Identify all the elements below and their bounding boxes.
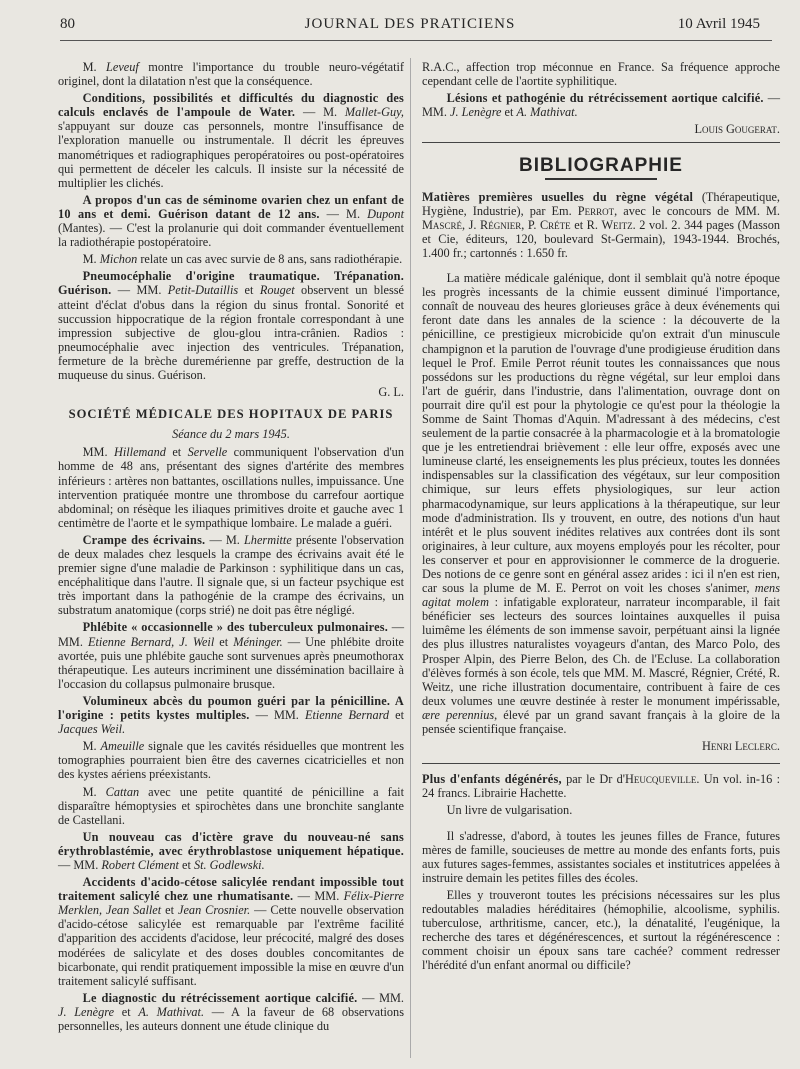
signature: G. L. [378, 385, 404, 400]
paragraph: M. Leveuf montre l'importance du trouble neuro-végétatif originel, dont la dilatation n'est que la conséquence. [58, 60, 404, 89]
paragraph: A propos d'un cas de séminome ovarien chez un enfant de 10 ans et demi. Guérison datant de 12 ans. — M. Dupont (Mantes). — C'est la prolanurie qui doit commander éventuellement la radiothérapie postopératoire. [58, 192, 405, 250]
bibliography-heading: BIBLIOGRAPHIE [519, 155, 683, 177]
paragraph: Le diagnostic du rétrécissement aortique calcifié. — MM. J. Lenègre et A. Mathivat. — A la faveur de 68 observations personnelles, les auteurs donnent une étude clinique du [58, 990, 405, 1033]
session-date: Séance du 2 mars 1945. [172, 427, 290, 442]
paragraph: Volumineux abcès du poumon guéri par la pénicilline. A l'origine : petits kystes multiples. — MM. Etienne Bernard et Jacques Weil. [58, 693, 404, 737]
header-rule [60, 40, 772, 41]
review-text: Elles y trouveront toutes les précisions nécessaires sur les plus redoutables maladies héréditaires (hémophilie, alcoolisme, syphilis. tuberculose, arthritisme, cancer, etc.), la dénatalité, l'eugénique, la recherche des tares et dégénérescences, et surtout la régénérescence : comment choisir un époux sans tare cachée? comment redresser l'hérédité d'un enfant anormal ou difficile? [422, 887, 780, 973]
paragraph: Accidents d'acido-cétose salicylée rendant impossible tout traitement salicylé chez une rhumatisante. — MM. Félix-Pierre Merklen, Jean Sallet et Jean Crosnier. — Cette nouvelle observation d'acido-cétose salicylée est remarquable par l'extrême facilité d'apparition des accidents d'acidose, leur précocité, malgré des doses modérées de salicylate et des doses doubles concomitantes de bicarbonate, qui rendit pratiquement impossible la mise en œuvre d'un traitement salicylé suffisant. [58, 875, 404, 988]
article-title: Accidents d'acido-cétose salicylée rendant impossible tout traitement salicylé chez une rhumatisante. [58, 875, 404, 904]
paragraph: Un livre de vulgarisation. [446, 803, 573, 818]
review-text: Il s'adresse, d'abord, à toutes les jeunes filles de France, futures mères de famille, soucieuses de mettre au monde des enfants forts, puis aux futures sages-femmes, assistantes sociales et institutrices appelées à instruire demain les petites filles des écoles. [422, 828, 780, 885]
page-number: 80 [60, 16, 75, 32]
review-text: La matière médicale galénique, dont il semblait qu'à notre époque les progrès incessants de la chimie eussent diminué l'importance, connaît de nouveau des heures glorieuses grâce à deux événements qui feront date dans les annales de la science : la découverte de la pénicilline, ce prestigieux microbicide qu'on extrait d'un minuscule champignon et la parution de l'ouvrage d'une prodigieuse érudition dans lequel le Prof. Emile Perrot réunit toutes les connaissances que nous possédons sur les productions du règne végétal, sur leur emploi dans l'art de guérir, dans l'industrie, dans l'alimentation, ouvrage dont on pourrait dire qu'il est pour la phytologie ce qu'est pour la théologie la Somme de Saint Thomas d'Aquin. M'adressant à des médecins, c'est seulement de la partie consacrée à la pharmacologie et à la bromatologie que je les entretiendrai brièvement : elle leur offre, exposés avec une lumineuse clarté, les enseignements les plus précieux, toutes les données indispensables sur la classification des végétaux, sur leur composition chimique, sur leurs effets physiologiques, sur leur action pharmacodynamique, sur leurs applications à la thérapeutique, sur leur mode d'administration. Ils y trouvent, en outre, des notions d'un haut intérêt et le plus souvent inédites relatives aux contrées dont ils sont originaires, à leur culture, aux moyens employés pour les récolter, pour les conserver et pour en approvisionner le commerce de la droguerie. Des notions de ce genre sont en général assez arides : ici il n'en est rien, car sous la plume de M. E. Perrot on voit les choses s'animer, mens agitat molem : infatigable explorateur, narrateur incomparable, il fait bénéficier ses lecteurs des sources lointaines auxquelles il puisa luimême les éléments de son immense savoir, perpétuant ainsi la lignée des plus illustres naturalistes voyageurs d'antan, des Marco Polo, des Prosper Alpin, des Pierre Belon, des Ch. de l'Ecluse. La collaboration d'élèves formés à son école, tels que MM. M. Mascré, Régnier, Crété, R. Weitz, une riche illustration documentaire, contribuent à faire de ces deux volumes une œuvre destinée à rester le monument impérissable, ære perennius, élevé par un grand savant français à la gloire de la pensée scientifique française. [422, 271, 780, 737]
paragraph: Crampe des écrivains. — M. Lhermitte présente l'observation de deux malades chez lesquels la crampe des écrivains avait été le premier signe d'une maladie de Parkinson : syphilitique dans un cas, encéphalitique dans l'autre. Il signale que, si un facteur psychique est très important dans la pathogénie de la crampe des écrivains, un substratum anatomique (corps strié) ne doit pas être négligé. [58, 532, 404, 618]
paragraph: Pneumocéphalie d'origine traumatique. Trépanation. Guérison. — MM. Petit-Dutaillis et Rouget observent un blessé atteint d'éclat d'obus dans la région du sinus frontal. Sonorité et succussion hippocratique de la région frontale correspondant à une impression subjective de glou-glou intra-crânien. Radios : pneumocéphalie avec injection des ventricules. Trépanation, fermeture de la brèche duremérienne par greffe, destruction de la muqueuse du sinus. Guérison. [58, 269, 404, 382]
article-title: Volumineux abcès du poumon guéri par la pénicilline. A l'origine : petits kystes multiples. [58, 693, 404, 723]
paragraph: Lésions et pathogénie du rétrécissement aortique calcifié. — MM. J. Lenègre et A. Mathivat. [422, 91, 781, 120]
issue-date: 10 Avril 1945 [677, 16, 760, 32]
paragraph: Conditions, possibilités et difficultés du diagnostic des calculs enclavés de l'ampoule de Water. — M. Mallet-Guy, s'appuyant sur douze cas personnels, montre l'insuffisance de l'exploration manuelle ou instrumentale. Il décrit les épreuves manométriques et radiographiques peropératoires ou post-opératoires qui permettent de déceler les calculs. Il insiste sur la nécessité de multiplier les clichés. [58, 91, 404, 190]
article-title: A propos d'un cas de séminome ovarien chez un enfant de 10 ans et demi. Guérison datant de 12 ans. [58, 192, 404, 221]
book-title: Plus d'enfants dégénérés, [422, 772, 562, 787]
right-column [422, 60, 780, 975]
article-title: Un nouveau cas d'ictère grave du nouveau-né sans érythroblastémie, avec érythroblastose uniquement hépatique. [58, 829, 404, 858]
paragraph: M. Cattan avec une petite quantité de pénicilline a fait disparaître hémoptysies et spirochètes dans une bronchite sanglante de Castellani. [58, 784, 404, 827]
journal-title: JOURNAL DES PRATICIENS [304, 16, 516, 32]
section-heading: SOCIÉTÉ MÉDICALE DES HOPITAUX DE PARIS [68, 407, 394, 422]
article-title: Le diagnostic du rétrécissement aortique calcifié. [82, 990, 358, 1005]
paragraph: M. Ameuille signale que les cavités résiduelles que montrent les tomographies pourraient bien être des cavernes cicatricielles et non des kystes aériens préexistants. [58, 739, 404, 782]
book-entry: Plus d'enfants dégénérés, par le Dr d'Heucqueville. Un vol. in-16 : 24 francs. Librairie Hachette. [422, 772, 781, 801]
article-title: Conditions, possibilités et difficultés du diagnostic des calculs enclavés de l'ampoule de Water. [58, 91, 404, 120]
article-title: Phlébite « occasionnelle » des tuberculeux pulmonaires. [82, 620, 389, 635]
signature: Louis Gougerat. [694, 122, 780, 137]
paragraph: Phlébite « occasionnelle » des tuberculeux pulmonaires. — MM. Etienne Bernard, J. Weil et Méninger. — Une phlébite droite avortée, puis une phlébite gauche sont survenues après pneumothorax thérapeutique. Les auteurs incriminent une dissémination bacillaire à l'occasion du collapsus pulmonaire brusque. [58, 620, 405, 691]
signature: Henri Leclerc. [701, 739, 780, 754]
entry-separator [422, 763, 780, 764]
paragraph: R.A.C., affection trop méconnue en France. Sa fréquence approche cependant celle de l'aortite syphilitique. [422, 60, 780, 89]
paragraph: M. Michon relate un cas avec survie de 8 ans, sans radiothérapie. [82, 252, 403, 267]
book-title: Matières premières usuelles du règne végétal [422, 189, 694, 204]
heading-underline [545, 178, 657, 180]
left-column [58, 60, 404, 1036]
section-rule [422, 142, 780, 143]
article-title: Pneumocéphalie d'origine traumatique. Trépanation. Guérison. [58, 269, 404, 298]
page-header [60, 16, 760, 38]
paragraph: Un nouveau cas d'ictère grave du nouveau-né sans érythroblastémie, avec érythroblastose uniquement hépatique. — MM. Robert Clément et St. Godlewski. [58, 829, 404, 872]
paragraph: MM. Hillemand et Servelle communiquent l'observation d'un homme de 48 ans, présentant des signes d'artérite des membres inférieurs : artères non battantes, oscillations nulles, impuissance. Une intervention pratiquée montre une thrombose du carrefour aortique abdominal; on résèque les iliaques primitives droite et gauche avec 1 centimètre de l'aorte et le sympathique lombaire. Le malade a guéri. [58, 445, 404, 530]
article-title: Lésions et pathogénie du rétrécissement aortique calcifié. [446, 91, 764, 106]
book-entry: Matières premières usuelles du règne végétal (Thérapeutique, Hygiène, Industrie), par Em. Perrot, avec le concours de MM. M. Mascré, J. Régnier, P. Créte et R. Weitz. 2 vol. 2. 344 pages (Masson et Cie, éditeurs, 120, boulevard St-Germain), 1943-1944. Brochés, 1.400 fr.; cartonnés : 1.650 fr. [422, 189, 780, 260]
article-title: Crampe des écrivains. [82, 532, 206, 547]
column-divider [410, 58, 411, 1058]
